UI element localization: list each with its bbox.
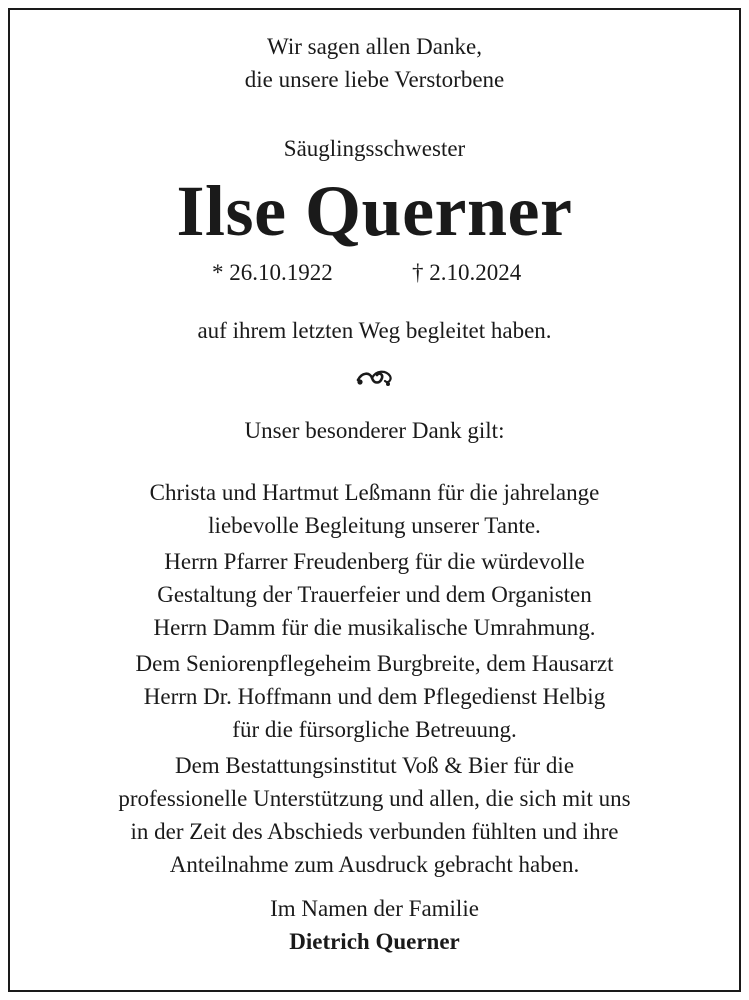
paragraph-line: Anteilnahme zum Ausdruck gebracht haben. xyxy=(169,852,580,877)
closing-intro: auf ihrem letzten Weg begleitet haben. xyxy=(197,318,552,343)
closing-intro-block xyxy=(0,314,749,347)
deceased-title-block xyxy=(0,132,749,165)
death-date: † 2.10.2024 xyxy=(412,260,522,285)
intro-line-2: die unsere liebe Verstorbene xyxy=(244,67,505,92)
paragraph-line: Gestaltung der Trauerfeier und dem Organisten xyxy=(157,582,592,607)
paragraph-line: Dem Bestattungsinstitut Voß & Bier für die xyxy=(174,753,575,778)
paragraph-line: professionelle Unterstützung und allen, die sich mit uns xyxy=(118,786,631,811)
paragraph-line: Dem Seniorenpflegeheim Burgbreite, dem Hausarzt xyxy=(135,651,614,676)
thanks-paragraph-4 xyxy=(0,749,749,881)
thanks-paragraph-2 xyxy=(0,545,749,644)
special-thanks-heading: Unser besonderer Dank gilt: xyxy=(244,418,505,443)
thanks-paragraph-1 xyxy=(0,476,749,542)
birth-date: * 26.10.1922 xyxy=(212,260,333,285)
paragraph-line: liebevolle Begleitung unserer Tante. xyxy=(208,513,541,538)
paragraph-line: Christa und Hartmut Leßmann für die jahrelange xyxy=(149,480,600,505)
paragraph-line: Herrn Dr. Hoffmann und dem Pflegedienst Helbig xyxy=(143,684,606,709)
thanks-paragraph-3 xyxy=(0,647,749,746)
intro-line-1: Wir sagen allen Danke, xyxy=(267,34,482,59)
signer-name: Dietrich Querner xyxy=(289,929,460,954)
special-thanks-heading-block xyxy=(0,414,749,447)
paragraph-line: für die fürsorgliche Betreuung. xyxy=(232,717,517,742)
paragraph-line: Herrn Damm für die musikalische Umrahmung. xyxy=(153,615,596,640)
fleuron-ornament-icon xyxy=(352,366,396,390)
paragraph-line: in der Zeit des Abschieds verbunden fühlten und ihre xyxy=(130,819,619,844)
paragraph-line: Herrn Pfarrer Freudenberg für die würdevolle xyxy=(164,549,585,574)
signoff-line: Im Namen der Familie xyxy=(270,896,479,921)
signoff-block xyxy=(0,892,749,958)
deceased-title: Säuglingsschwester xyxy=(283,136,466,161)
thanks-paragraphs xyxy=(0,476,749,884)
deceased-name: Ilse Querner xyxy=(176,171,573,251)
intro-block xyxy=(0,30,749,96)
